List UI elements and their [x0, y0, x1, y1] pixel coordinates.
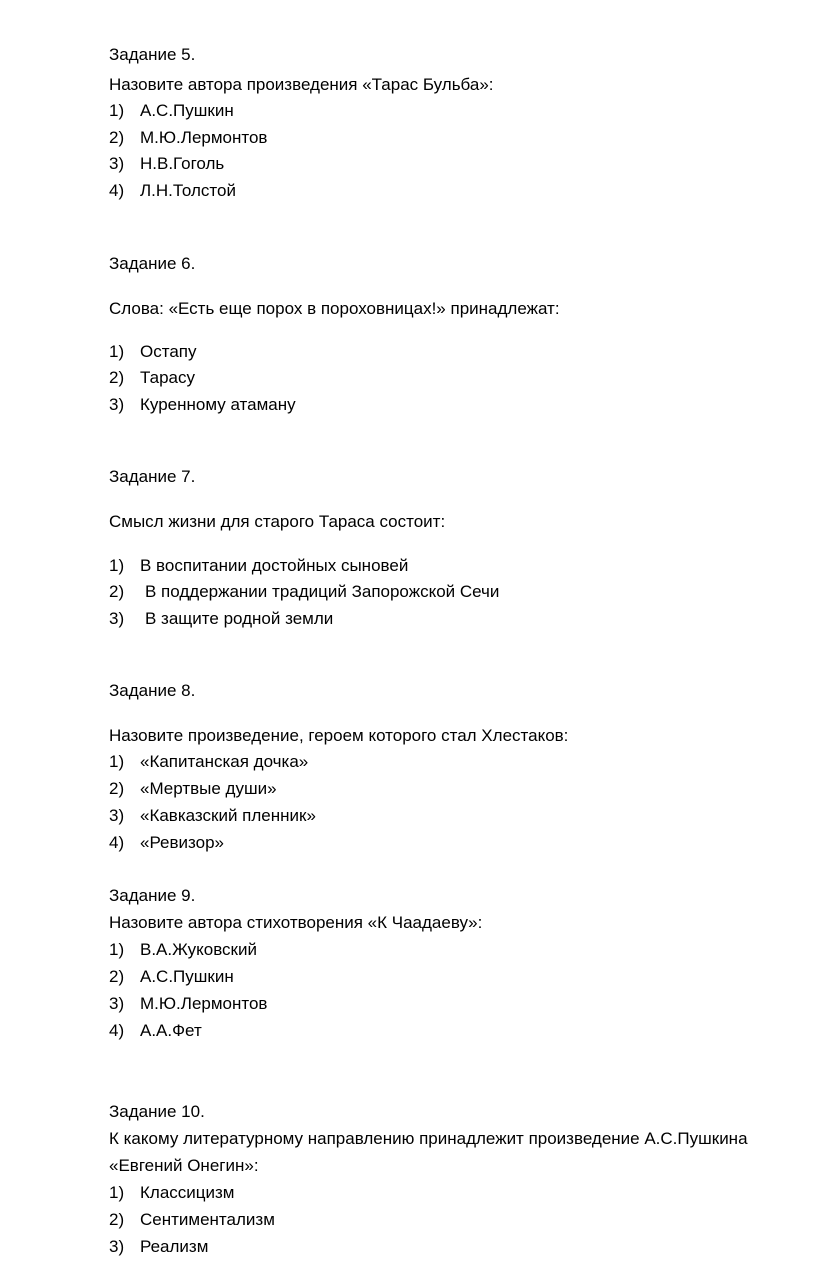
option-text: А.С.Пушкин — [140, 101, 234, 120]
option-text: Сентиментализм — [140, 1210, 275, 1229]
task-question: Назовите автора произведения «Тарас Бульба»: — [109, 75, 494, 94]
option-text: Классицизм — [140, 1183, 235, 1202]
option-number: 3) — [109, 154, 125, 173]
option-text: «Ревизор» — [140, 833, 224, 852]
option-text: «Мертвые души» — [140, 779, 277, 798]
task-question: Назовите автора стихотворения «К Чаадаеву»: — [109, 913, 483, 932]
task-title: Задание 9. — [109, 886, 196, 905]
option-number: 1) — [109, 342, 125, 361]
option-text: Куренному атаману — [140, 395, 296, 414]
task-title: Задание 7. — [109, 467, 196, 486]
task-question: Назовите произведение, героем которого стал Хлестаков: — [109, 726, 569, 745]
option-text: В защите родной земли — [145, 609, 334, 628]
option-number: 2) — [109, 128, 125, 147]
option-number: 2) — [109, 1210, 125, 1229]
option-number: 3) — [109, 806, 125, 825]
task-question: Смысл жизни для старого Тараса состоит: — [109, 512, 446, 531]
option-text: М.Ю.Лермонтов — [140, 994, 268, 1013]
option-number: 1) — [109, 1183, 125, 1202]
option-number: 1) — [109, 940, 125, 959]
option-number: 4) — [109, 833, 125, 852]
task-title: Задание 10. — [109, 1102, 205, 1121]
task-title: Задание 8. — [109, 681, 196, 700]
option-text: Реализм — [140, 1237, 209, 1256]
option-number: 2) — [109, 368, 125, 387]
option-number: 4) — [109, 1021, 125, 1040]
task-title: Задание 6. — [109, 254, 196, 273]
option-text: А.С.Пушкин — [140, 967, 234, 986]
option-number: 1) — [109, 101, 125, 120]
option-text: Остапу — [140, 342, 197, 361]
option-number: 2) — [109, 582, 125, 601]
option-text: А.А.Фет — [140, 1021, 202, 1040]
option-number: 4) — [109, 181, 125, 200]
option-text: Л.Н.Толстой — [140, 181, 236, 200]
option-number: 1) — [109, 556, 125, 575]
option-text: В поддержании традиций Запорожской Сечи — [145, 582, 500, 601]
option-number: 3) — [109, 395, 125, 414]
task-question: К какому литературному направлению принадлежит произведение А.С.Пушкина — [109, 1129, 748, 1148]
option-text: «Кавказский пленник» — [140, 806, 316, 825]
option-number: 2) — [109, 779, 125, 798]
option-number: 3) — [109, 994, 125, 1013]
option-number: 1) — [109, 752, 125, 771]
option-text: Н.В.Гоголь — [140, 154, 225, 173]
task-question: Слова: «Есть еще порох в пороховницах!» принадлежат: — [109, 299, 560, 318]
option-text: «Капитанская дочка» — [140, 752, 309, 771]
option-text: В.А.Жуковский — [140, 940, 257, 959]
task-question-continuation: «Евгений Онегин»: — [109, 1156, 259, 1175]
option-text: М.Ю.Лермонтов — [140, 128, 268, 147]
task-title: Задание 5. — [109, 45, 196, 64]
option-number: 2) — [109, 967, 125, 986]
option-text: В воспитании достойных сыновей — [140, 556, 409, 575]
option-number: 3) — [109, 1237, 125, 1256]
option-text: Тарасу — [140, 368, 195, 387]
option-number: 3) — [109, 609, 125, 628]
